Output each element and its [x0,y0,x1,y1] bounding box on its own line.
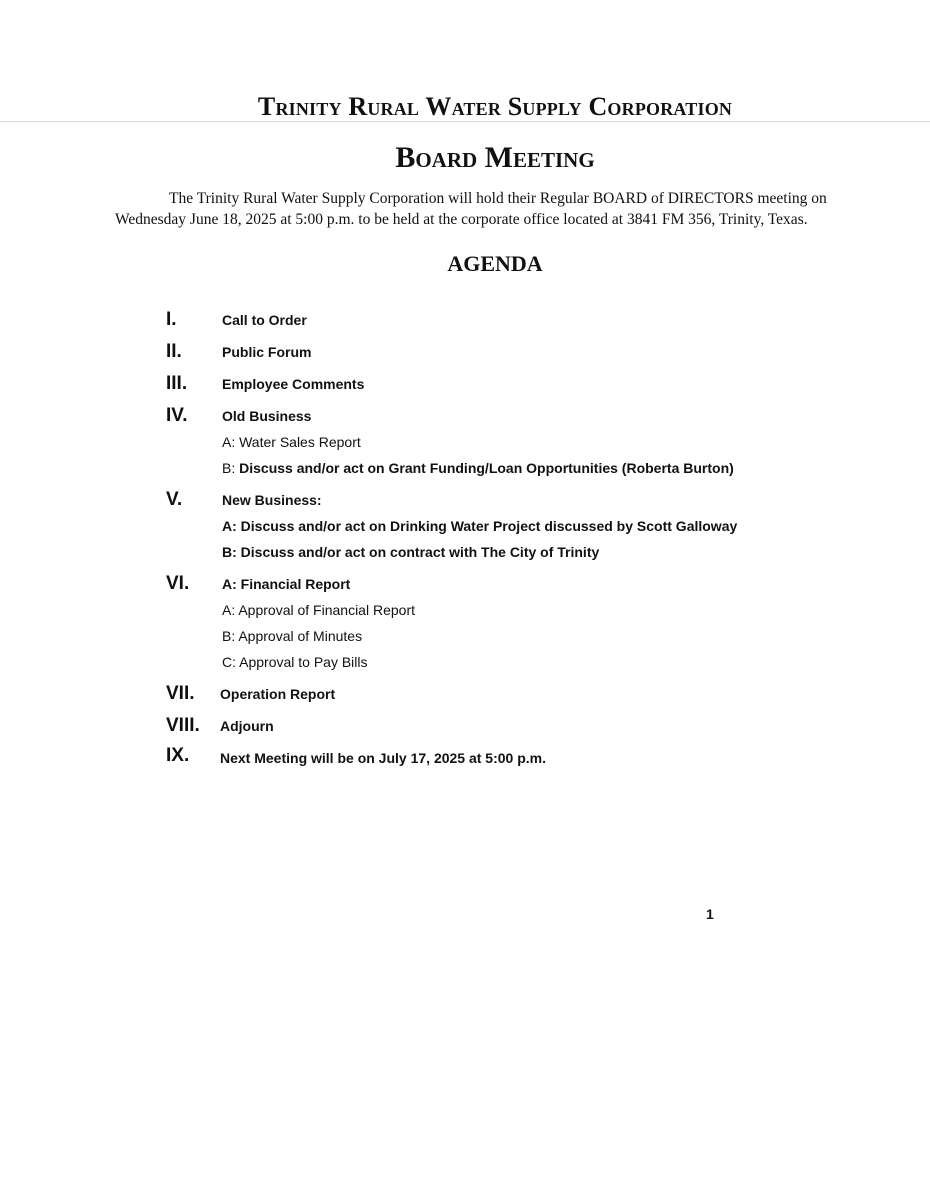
document-subtitle: Board Meeting [395,141,595,174]
agenda-numeral: IX. [166,745,190,766]
old-business-sub-b [222,460,734,476]
new-business-sub-b: B: Discuss and/or act on contract with The City of Trinity [222,544,600,560]
financial-sub-a: A: Approval of Financial Report [222,602,415,618]
agenda-numeral: III. [166,373,188,394]
agenda-numeral: V. [166,489,183,510]
financial-sub-c: C: Approval to Pay Bills [222,654,368,670]
new-business-sub-a: A: Discuss and/or act on Drinking Water Project discussed by Scott Galloway [222,518,738,534]
old-business-sub-a: A: Water Sales Report [222,434,361,450]
agenda-numeral: IV. [166,405,188,426]
agenda-item-label: A: Financial Report [222,576,351,592]
sub-prefix: B: [222,460,236,476]
agenda-item-label: Next Meeting will be on July 17, 2025 at 5:00 p.m. [220,750,546,766]
agenda-numeral: I. [166,309,177,330]
page-number: 1 [706,906,714,922]
agenda-numeral: VIII. [166,715,200,736]
agenda-item-label: New Business: [222,492,322,508]
agenda-numeral: VI. [166,573,190,594]
document-title: Trinity Rural Water Supply Corporation [257,92,733,121]
agenda-item-label: Old Business [222,408,312,424]
agenda-numeral: VII. [166,683,195,704]
agenda-item-label: Operation Report [220,686,336,702]
sub-text: Discuss and/or act on Grant Funding/Loan Opportunities (Roberta Burton) [239,460,734,476]
agenda-item-label: Employee Comments [222,376,365,392]
agenda-numeral: II. [166,341,182,362]
agenda-item-label: Call to Order [222,312,307,328]
financial-sub-b: B: Approval of Minutes [222,628,363,644]
intro-paragraph: The Trinity Rural Water Supply Corporation will hold their Regular BOARD of DIRECTORS meeting on Wednesday June 18, 2025 at 5:00 p.m. to be held at the corporate office located at 3841 FM 356, Trinity, Texas. [115,190,827,228]
agenda-item-label: Adjourn [220,718,274,734]
agenda-heading: AGENDA [447,251,543,276]
agenda-item-label: Public Forum [222,344,312,360]
